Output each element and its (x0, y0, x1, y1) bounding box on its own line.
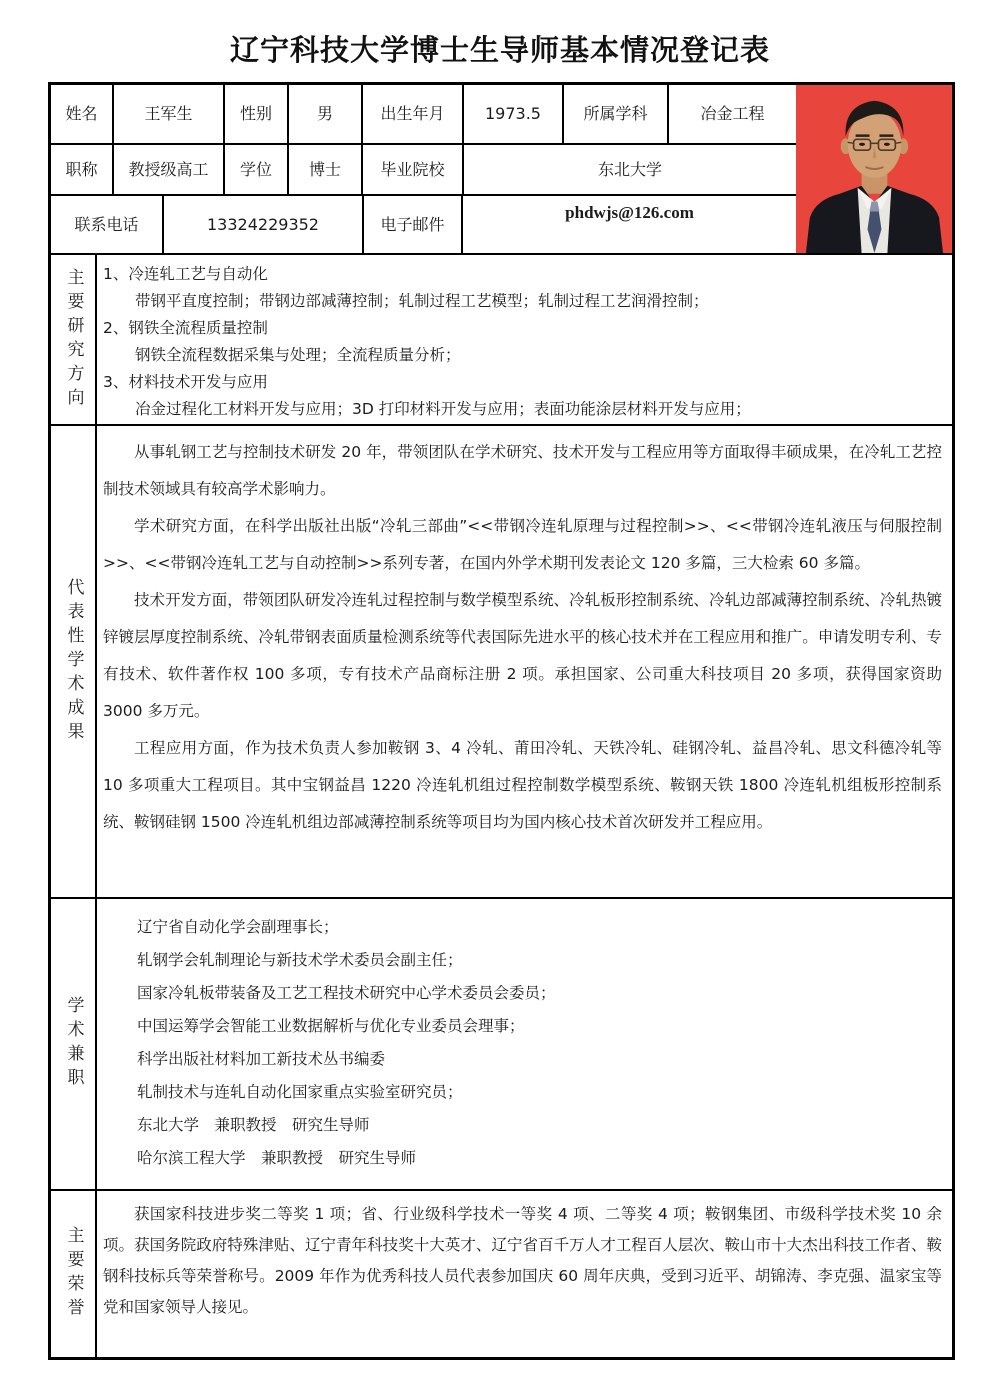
academic-achievements-content (97, 426, 952, 897)
degree-value: 博士 (289, 145, 363, 194)
position-line: 中国运筹学会智能工业数据解析与优化专业委员会理事； (137, 1017, 525, 1035)
research-line: 冶金过程化工材料开发与应用；3D 打印材料开发与应用；表面功能涂层材料开发与应用； (135, 400, 751, 418)
academic-achievements-label: 代表性学术成果 (51, 426, 97, 897)
name-value: 王军生 (114, 85, 225, 143)
position-line: 科学出版社材料加工新技术丛书编委 (137, 1050, 386, 1068)
prof-title-label: 职称 (51, 145, 114, 194)
main-honors-content (97, 1191, 952, 1357)
birth-value: 1973.5 (464, 85, 564, 143)
prof-title-value: 教授级高工 (114, 145, 225, 194)
section-main-honors (51, 1191, 952, 1357)
position-line: 东北大学 兼职教授 研究生导师 (137, 1116, 370, 1134)
position-line: 哈尔滨工程大学 兼职教授 研究生导师 (137, 1149, 417, 1167)
phone-value: 13324229352 (164, 196, 364, 253)
research-directions-label: 主要研究方向 (51, 255, 97, 424)
email-label: 电子邮件 (364, 196, 463, 253)
academic-positions-content (97, 899, 952, 1189)
position-line: 辽宁省自动化学会副理事长； (137, 918, 339, 936)
phone-label: 联系电话 (51, 196, 164, 253)
discipline-value: 冶金工程 (700, 104, 765, 124)
school-value: 东北大学 (598, 159, 663, 179)
research-line: 2、钢铁全流程质量控制 (103, 319, 268, 337)
section-research-directions (51, 255, 952, 426)
section-academic-achievements (51, 426, 952, 899)
achievements-paragraph: 从事轧钢工艺与控制技术研发 20 年，带领团队在学术研究、技术开发与工程应用等方面取得丰硕成果，在冷轧工艺控制技术领域具有较高学术影响力。 (103, 443, 942, 498)
main-honors-label: 主要荣誉 (51, 1191, 97, 1357)
gender-label: 性别 (225, 85, 289, 143)
gender-value: 男 (289, 85, 363, 143)
registration-form-table (48, 82, 955, 1360)
portrait-photo-drawing (796, 85, 952, 253)
research-line: 1、冷连轧工艺与自动化 (103, 265, 268, 283)
row-name-gender-birth (51, 85, 796, 145)
academic-positions-label: 学术兼职 (51, 899, 97, 1189)
basic-info-block (51, 85, 952, 255)
research-directions-content (97, 255, 952, 424)
research-line: 3、材料技术开发与应用 (103, 373, 268, 391)
school-label: 毕业院校 (363, 145, 464, 194)
section-academic-positions (51, 899, 952, 1191)
achievements-paragraph: 技术开发方面，带领团队研发冷连轧过程控制与数学模型系统、冷轧板形控制系统、冷轧边部减薄控制系统、冷轧热镀锌镀层厚度控制系统、冷轧带钢表面质量检测系统等代表国际先进水平的核心技术并在工程应用和推广。申请发明专利、专有技术、软件著作权 100 多项，专有技术产品商标注册 2 项。承担国家、公司重大科技项目 20 多项，获得国家资助 3000 多万元。 (103, 591, 942, 720)
email-value: phdwjs@126.com (565, 203, 694, 222)
page-title: 辽宁科技大学博士生导师基本情况登记表 (229, 33, 770, 67)
portrait-photo (796, 85, 952, 253)
research-line: 钢铁全流程数据采集与处理；全流程质量分析； (135, 346, 461, 364)
row-phone-email (51, 196, 796, 253)
row-title-degree-school (51, 145, 796, 196)
achievements-paragraph: 学术研究方面，在科学出版社出版“冷轧三部曲”<<带钢冷连轧原理与过程控制>>、<<带钢冷连轧液压与伺服控制>>、<<带钢冷连轧工艺与自动控制>>系列专著，在国内外学术期刊发表论文 120 多篇，三大检索 60 多篇。 (103, 517, 942, 572)
position-line: 轧制技术与连轧自动化国家重点实验室研究员； (137, 1083, 463, 1101)
position-line: 轧钢学会轧制理论与新技术学术委员会副主任； (137, 951, 463, 969)
discipline-label: 所属学科 (564, 85, 669, 143)
honors-paragraph: 获国家科技进步奖二等奖 1 项；省、行业级科学技术一等奖 4 项、二等奖 4 项；鞍钢集团、市级科学技术奖 10 余项。获国务院政府特殊津贴、辽宁青年科技奖十大英才、辽宁省百千万人才工程百人层次、鞍山市十大杰出科技工作者、鞍钢科技标兵等荣誉称号。2009 年作为优秀科技人员代表参加国庆 60 周年庆典，受到习近平、胡锦涛、李克强、温家宝等党和国家领导人接见。 (103, 1205, 942, 1316)
research-line: 带钢平直度控制；带钢边部减薄控制；轧制过程工艺模型；轧制过程工艺润滑控制； (135, 292, 709, 310)
name-label: 姓名 (51, 85, 114, 143)
position-line: 国家冷轧板带装备及工艺工程技术研究中心学术委员会委员； (137, 984, 556, 1002)
degree-label: 学位 (225, 145, 289, 194)
birth-label: 出生年月 (363, 85, 464, 143)
achievements-paragraph: 工程应用方面，作为技术负责人参加鞍钢 3、4 冷轧、莆田冷轧、天铁冷轧、硅钢冷轧、益昌冷轧、思文科德冷轧等 10 多项重大工程项目。其中宝钢益昌 1220 冷连轧机组过程控制数学模型系统、鞍钢天铁 1800 冷连轧机组板形控制系统、鞍钢硅钢 1500 冷连轧机组边部减薄控制系统等项目均为国内核心技术首次研发并工程应用。 (103, 739, 942, 831)
